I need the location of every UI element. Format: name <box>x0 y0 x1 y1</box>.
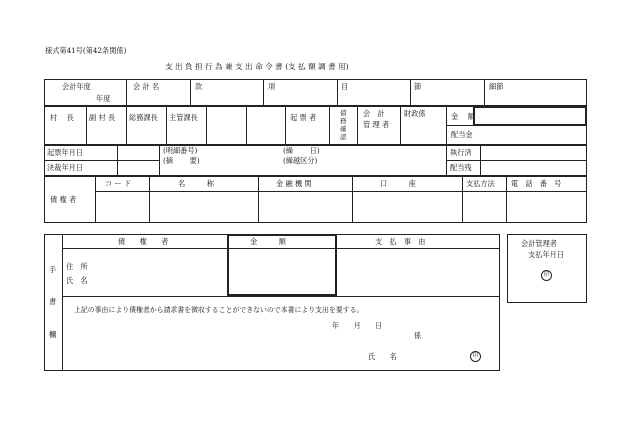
form-number: 様式第41号(第42条関係) <box>45 46 127 55</box>
detail-no-label: (明細番号) <box>163 146 198 155</box>
kou-label: 項 <box>268 82 276 91</box>
col-bank: 金 融 機 関 <box>276 179 312 188</box>
draft-date-label: 起票年月日 <box>47 148 83 157</box>
lower-col-reason: 支 払 事 由 <box>375 237 426 246</box>
year-suffix-label: 年度 <box>96 94 111 103</box>
drafter-label: 起 票 者 <box>290 113 317 122</box>
lower-col-amount: 金 額 <box>250 237 286 246</box>
accountant-label-2: 管 理 者 <box>363 120 390 129</box>
amount-field[interactable] <box>473 106 587 126</box>
form-title: 支 出 負 担 行 為 兼 支 出 命 令 書 (支 払 額 調 書 用) <box>165 62 349 71</box>
carryover-label: (繰 日) <box>283 146 320 155</box>
col-phone: 電 話 番 号 <box>511 179 562 188</box>
col-name: 名 称 <box>178 179 214 188</box>
col-pay-method: 支払方法 <box>466 179 495 188</box>
summary-label: (摘 要) <box>163 156 200 165</box>
side-label-ran: 欄 <box>49 330 57 339</box>
clerk-label: 係 <box>414 331 422 340</box>
general-affairs-label: 総務課長 <box>129 113 158 122</box>
accountant-seal-icon: 印 <box>541 270 552 281</box>
moku-label: 目 <box>341 82 349 91</box>
claim-confirm-label: 債務確認 <box>340 109 347 141</box>
name-label: 氏 名 <box>66 276 88 285</box>
accountant-title: 会計管理者 <box>521 239 557 248</box>
amount-label: 金 額 <box>451 112 475 121</box>
col-code: コ ー ド <box>105 179 132 188</box>
accountant-label-1: 会 計 <box>363 109 385 118</box>
col-account: 口 座 <box>380 179 416 188</box>
allotted-label: 配当金 <box>451 130 473 139</box>
executed-label: 執行済 <box>450 148 472 157</box>
saimoku-label: 細節 <box>489 82 504 91</box>
signer-name-label: 氏 名 <box>368 352 397 361</box>
kan-label: 款 <box>195 82 203 91</box>
date-ymd-label: 年 月 日 <box>332 321 383 330</box>
remaining-label: 配当残 <box>450 163 472 172</box>
vice-mayor-label: 副 村 長 <box>89 113 116 122</box>
account-name-label: 会 計 名 <box>133 82 160 91</box>
mayor-label: 村 長 <box>50 113 74 122</box>
statement-text: 上記の事由により債権者から請求書を徴収することができないので本書により支出を要する。 <box>74 306 364 314</box>
fiscal-year-label: 会計年度 <box>62 82 91 91</box>
pay-date-label: 支払年月日 <box>528 250 564 259</box>
side-label-sho: 書 <box>49 297 57 306</box>
side-label-te: 手 <box>49 265 57 274</box>
supervisor-label: 主管課長 <box>169 113 198 122</box>
seal-icon: 印 <box>470 351 481 362</box>
carryover-class-label: (繰越区分) <box>283 156 318 165</box>
lower-col-creditor: 債 権 者 <box>118 237 169 246</box>
finance-label: 財政係 <box>404 109 426 118</box>
creditor-row-label: 債 権 者 <box>50 195 77 204</box>
setsu-label: 節 <box>414 82 422 91</box>
decision-date-label: 決裁年月日 <box>47 163 83 172</box>
address-label: 住 所 <box>66 262 88 271</box>
